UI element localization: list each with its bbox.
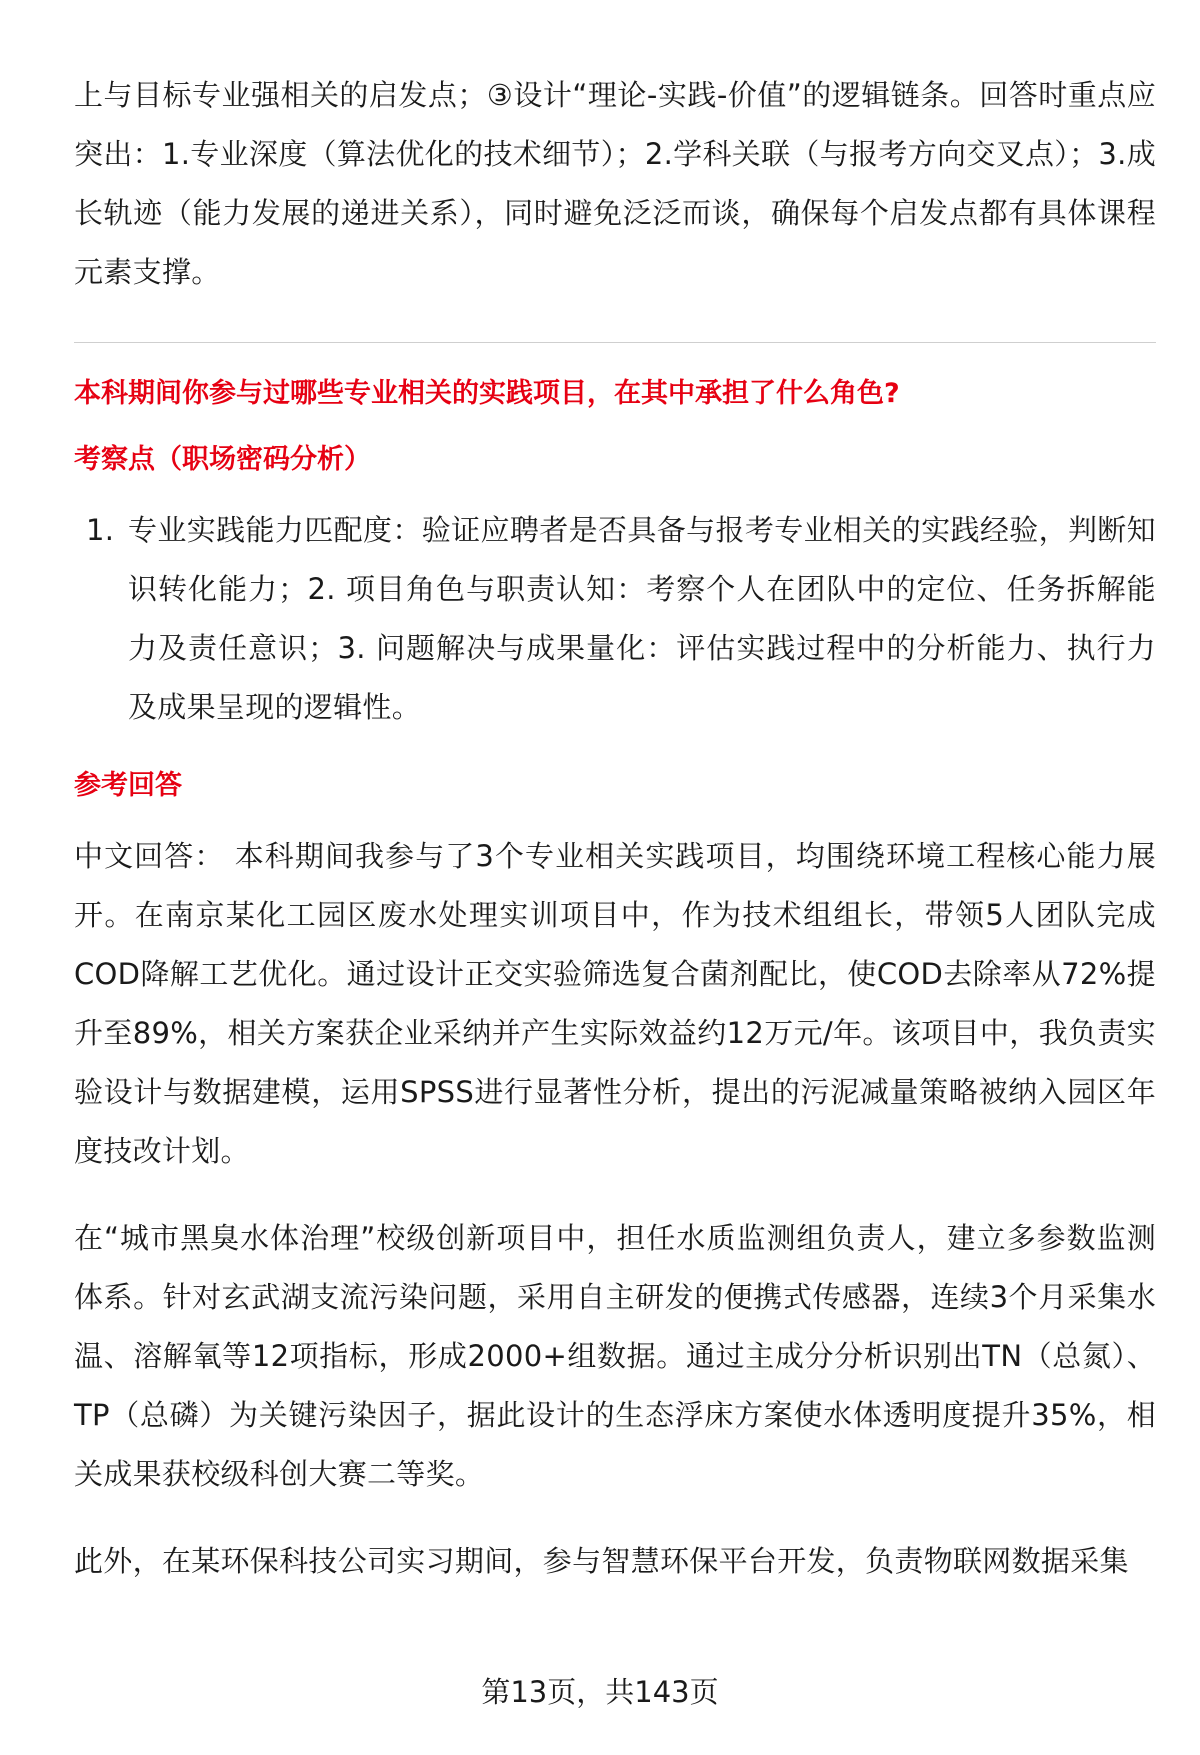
question-heading: 本科期间你参与过哪些专业相关的实践项目，在其中承担了什么角色? <box>74 378 900 409</box>
analysis-title: 考察点（职场密码分析） <box>74 444 371 475</box>
document-page <box>74 66 1156 1591</box>
answer-title: 参考回答 <box>74 770 182 801</box>
page-number-footer: 第13页，共143页 <box>481 1675 719 1709</box>
section-divider <box>74 342 1156 343</box>
answer-paragraph-1: 中文回答： 本科期间我参与了3个专业相关实践项目，均围绕环境工程核心能力展开。在南京某化工园区废水处理实训项目中，作为技术组组长，带领5人团队完成COD降解工艺优化。通过设计正交实验筛选复合菌剂配比，使COD去除率从72%提升至89%，相关方案获企业采纳并产生实际效益约12万元/年。该项目中，我负责实验设计与数据建模，运用SPSS进行显著性分析，提出的污泥减量策略被纳入园区年度技改计划。 <box>74 839 1156 1168</box>
list-item-number: 1. <box>86 513 115 547</box>
intro-paragraph: 上与目标专业强相关的启发点；③设计“理论-实践-价值”的逻辑链条。回答时重点应突出：1.专业深度（算法优化的技术细节）；2.学科关联（与报考方向交叉点）；3.成长轨迹（能力发展的递进关系），同时避免泛泛而谈，确保每个启发点都有具体课程元素支撑。 <box>74 78 1156 289</box>
analysis-list-item <box>74 501 1156 737</box>
answer-paragraph-2: 在“城市黑臭水体治理”校级创新项目中，担任水质监测组负责人，建立多参数监测体系。针对玄武湖支流污染问题，采用自主研发的便携式传感器，连续3个月采集水温、溶解氧等12项指标，形成2000+组数据。通过主成分分析识别出TN（总氮）、TP（总磷）为关键污染因子，据此设计的生态浮床方案使水体透明度提升35%，相关成果获校级科创大赛二等奖。 <box>74 1221 1156 1491</box>
analysis-list <box>74 501 1156 737</box>
answer-paragraph-3: 此外，在某环保科技公司实习期间，参与智慧环保平台开发，负责物联网数据采集 <box>74 1544 1129 1578</box>
list-item-text: 专业实践能力匹配度：验证应聘者是否具备与报考专业相关的实践经验，判断知识转化能力；2. 项目角色与职责认知：考察个人在团队中的定位、任务拆解能力及责任意识；3. 问题解决与成果量化：评估实践过程中的分析能力、执行力及成果呈现的逻辑性。 <box>128 513 1156 724</box>
